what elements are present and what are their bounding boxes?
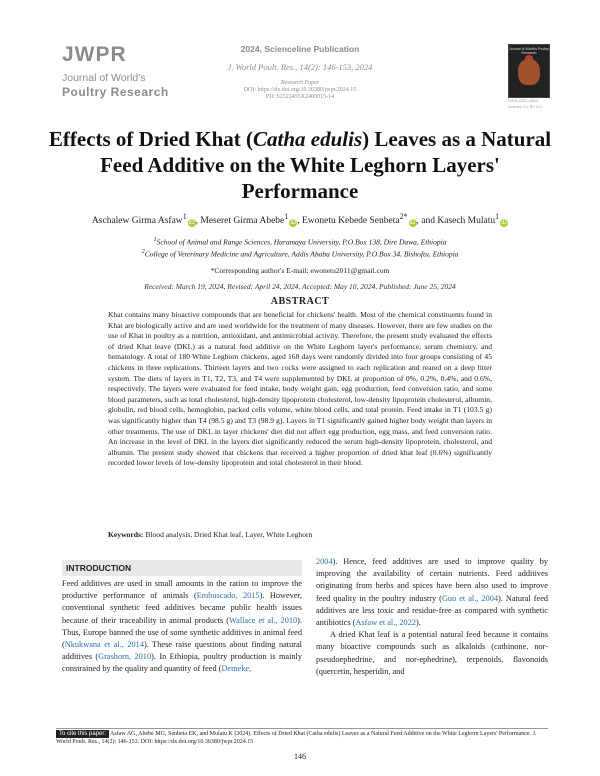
reference-link[interactable]: 2004 bbox=[316, 557, 333, 566]
keywords-text: Blood analysis, Dried Khat leaf, Layer, White Leghorn bbox=[143, 530, 313, 539]
author-name: Aschalew Girma Asfaw bbox=[91, 216, 183, 227]
author-name: Kasech Mulatu bbox=[437, 216, 496, 227]
paper-title bbox=[40, 126, 560, 204]
intro-left-column bbox=[62, 578, 302, 676]
intro-right-para-1 bbox=[316, 556, 548, 629]
journal-citation: J. World Poult. Res., 14(2): 146-153, 2024 bbox=[227, 62, 373, 72]
title-italic: Catha edulis bbox=[253, 127, 363, 151]
footer-citation: Asfaw AG, Abebe MG, Senbeta EK, and Mulatu K (2024). Effects of Dried Khat (Catha edulis) Leaves as a Natural Feed Additive on the White Leghorn Layers' Performance. J. World Poult. Res., 14(2): 146-153. DOI: https://dx.doi.org/10.36380/jwpr.2024.15 bbox=[56, 731, 537, 745]
abstract-heading: ABSTRACT bbox=[270, 296, 330, 307]
reference-link[interactable]: Embuscado, 2015 bbox=[196, 591, 260, 601]
body-text: ). bbox=[416, 618, 421, 628]
issn-line: ISSN 2322-455X bbox=[508, 98, 539, 103]
pii-line: PII: S2322455X2400015-14 bbox=[265, 94, 335, 100]
journal-logo-sub2: Poultry Research bbox=[62, 85, 169, 99]
title-part-2: ) Leaves as a Natural Feed Additive on the White Leghorn Layers' Performance bbox=[100, 127, 552, 203]
author-affiliation-sup: 1 bbox=[495, 212, 500, 221]
intro-right-column bbox=[316, 556, 548, 678]
introduction-heading: INTRODUCTION bbox=[62, 560, 302, 576]
publisher-line: 2024, Scienceline Publication bbox=[240, 44, 360, 54]
corresponding-author: *Corresponding author's E-mail: ewonetu2011@gmail.com bbox=[210, 266, 390, 275]
affiliation-2-text: College of Veterinary Medicine and Agriculture, Addis Ababa University, P.O.Box 34, Bishoftu, Ethiopia bbox=[144, 249, 459, 259]
reference-link[interactable]: Grashorn, 2010 bbox=[98, 652, 152, 662]
reference-link[interactable]: Asfaw et al., 2022 bbox=[355, 618, 417, 628]
author-affiliation-sup: 2* bbox=[399, 212, 408, 221]
intro-right-para-2: A dried Khat leaf is a potential natural feed because it contains many bioactive compounds such as alkaloids (cathinone, nor-pseudoephedrine, and nor-ephedrine), terpenoids, flavonoids (quercetin, hesperidin, and bbox=[316, 630, 548, 676]
rooster-icon bbox=[518, 59, 540, 85]
body-text: ). These raise questions about finding natural additives ( bbox=[62, 640, 302, 662]
footer-cite-badge: To cite this paper: bbox=[56, 730, 109, 738]
body-text: ). However, conventional synthetic feed additives became public health issues because of their traceability in animal products ( bbox=[62, 591, 303, 625]
affiliation-1 bbox=[40, 236, 560, 247]
keywords bbox=[108, 530, 492, 539]
article-type: Research Paper bbox=[280, 80, 320, 86]
reference-link[interactable]: Guo et al., 2004 bbox=[441, 593, 498, 603]
body-text: ). In Ethiopia, poultry production is mainly constrained by the quality and quantity of feed ( bbox=[62, 652, 303, 674]
orcid-icon[interactable]: iD bbox=[290, 220, 297, 227]
title-part-1: Effects of Dried Khat ( bbox=[48, 127, 253, 151]
author-separator: , and bbox=[416, 216, 438, 227]
affiliation-2 bbox=[40, 248, 560, 259]
keywords-label: Keywords: bbox=[108, 530, 144, 539]
cover-title: Journal of World's Poultry Research bbox=[509, 47, 549, 55]
footer-divider bbox=[56, 728, 548, 729]
body-text: ). Thus, Europe banned the use of some synthetic additives in animal feed ( bbox=[62, 615, 302, 650]
affiliation-2-sup: 2 bbox=[141, 248, 145, 255]
license-line: License CC BY 4.0 bbox=[508, 104, 542, 109]
reference-link[interactable]: Wallace et al., 2010 bbox=[228, 615, 298, 625]
author-affiliation-sup: 1 bbox=[182, 212, 187, 221]
author-separator: , bbox=[195, 216, 201, 227]
body-text: ). Hence, feed additives are used to improve quality by improving the availability of certain nutrients. Feed additives originating from herbs and spices have been also used to improve feed quality in the poultry industry ( bbox=[316, 557, 548, 603]
author-list bbox=[40, 212, 560, 227]
abstract-body: Khat contains many bioactive compounds that are beneficial for chickens' health. Most of the chemical constituents found in Khat are biologically active and are used worldwide for the treatment of many diseases. However, there are few studies on the use of Khat in poultry as a nutrition, antioxidant, and antimicrobial activity. Therefore, the present study evaluated the effects of dried Khat leave (DKL) as a natural feed additive on the White Leghorn layer's performance, serum chemistry, and hematology. A total of 180 White Leghorn chickens, aged 168 days were randomly divided into four groups consisting of 45 chickens in three replications. Thirteen layers and two cocks were assigned to each replication and reared on a deep litter system. The diets of layers in T1, T2, T3, and T4 were supplemented by DKL at proportion of 0%, 0.2%, 0.4%, and 0.6%, respectively. The layers were evaluated for feed intake, body weight gain, egg production, feed conversion ratio, and some blood parameters, such as total cholesterol, high-density lipoprotein cholesterol, low-density lipoprotein cholesterol, albumin, globulin, red blood cells, hemoglobin, packed cells volume, white blood cells, and total protein. Feed intake in T1 (103.5 g) was significantly higher than T4 (98.5 g) and T3 (98.9 g). Layers in T1 significantly gained higher body weight than layers in other treatments. The use of DKL in layer chickens' diet did not affect egg production, egg mass, and feed conversion ratio. An increase in the level of DKL in the layers diet significantly reduced the serum high-density lipoprotein, cholesterol, and albumin. The present study showed that chickens that received a higher proportion of dried khat leaf (0.6%) significantly recorded lower levels of low-density lipoprotein and total cholesterol in their blood. bbox=[108, 310, 492, 468]
orcid-icon[interactable]: iD bbox=[188, 220, 195, 227]
page-number: 146 bbox=[294, 752, 306, 761]
journal-logo-main: JWPR bbox=[62, 43, 127, 66]
body-text: ). Natural feed additives are less toxic and residue-free as compared with synthetic antibiotics ( bbox=[316, 593, 549, 628]
author-affiliation-sup: 1 bbox=[284, 212, 289, 221]
journal-logo bbox=[62, 44, 202, 99]
orcid-icon[interactable]: iD bbox=[409, 220, 416, 227]
orcid-icon[interactable]: iD bbox=[501, 220, 507, 227]
publication-dates: Received: March 19, 2024, Revised: April 24, 2024, Accepted: May 10, 2024, Published: June 25, 2024 bbox=[144, 282, 456, 291]
author-separator: , bbox=[297, 216, 302, 227]
issn-license bbox=[508, 98, 558, 110]
body-text: Feed additives are used in small amounts in the ration to improve the productive performance of animals ( bbox=[62, 579, 302, 601]
doi-link[interactable]: DOI: https://dx.doi.org/10.36380/jwpr.2024.15 bbox=[243, 87, 357, 93]
reference-link[interactable]: Demeke, bbox=[221, 664, 252, 674]
journal-cover-image bbox=[508, 44, 550, 98]
reference-link[interactable]: Nkukwana et al., 2014 bbox=[64, 640, 144, 650]
author-name: Ewonetu Kebede Senbeta bbox=[301, 216, 400, 227]
affiliation-1-sup: 1 bbox=[153, 236, 157, 243]
author-name: Meseret Girma Abebe bbox=[200, 216, 285, 227]
journal-logo-sub: Journal of World's bbox=[62, 72, 146, 84]
header-info bbox=[210, 44, 390, 100]
affiliation-1-text: School of Animal and Range Sciences, Haramaya University, P.O.Box 138, Dire Dawa, Ethiopia bbox=[156, 237, 447, 247]
